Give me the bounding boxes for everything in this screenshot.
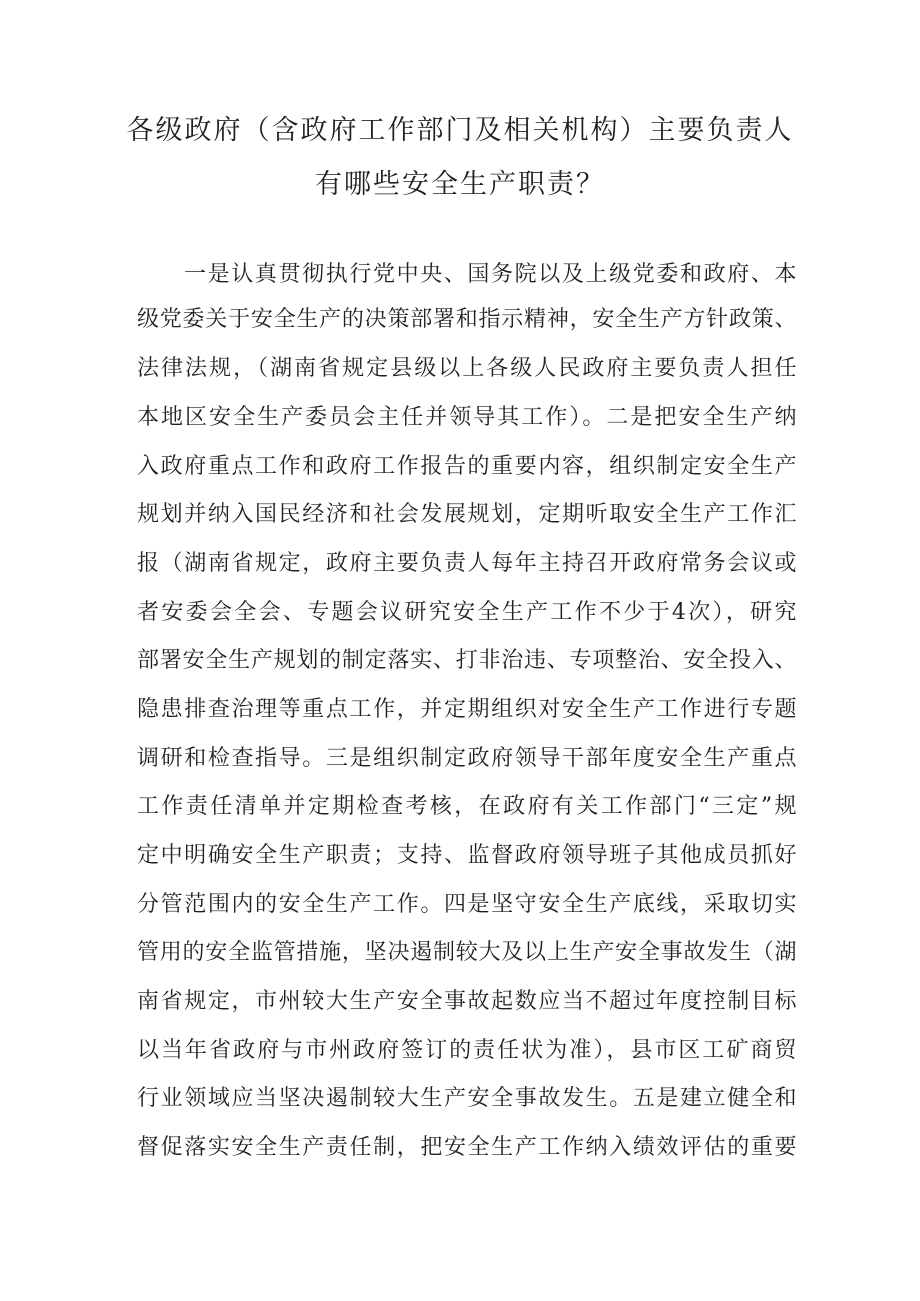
text-line: 部署安全生产规划的制定落实、打非治违、专项整治、安全投入、 — [137, 648, 797, 673]
text-line: 南省规定，市州较大生产安全事故起数应当不超过年度控制目标 — [137, 989, 797, 1014]
text-line: 报（湖南省规定，政府主要负责人每年主持召开政府常务会议或 — [137, 551, 797, 576]
text-line: 行业领域应当坚决遏制较大生产安全事故发生。五是建立健全和 — [137, 1086, 797, 1111]
text-line: 一是认真贯彻执行党中央、国务院以及上级党委和政府、本 — [184, 262, 797, 287]
text-line: 管用的安全监管措施，坚决遏制较大及以上生产安全事故发生（湖 — [137, 940, 797, 965]
title-line-1: 各级政府（含政府工作部门及相关机构）主要负责人 — [126, 115, 794, 146]
text-line: 规划并纳入国民经济和社会发展规划，定期听取安全生产工作汇 — [137, 502, 797, 527]
text-line: 定中明确安全生产职责；支持、监督政府领导班子其他成员抓好 — [137, 843, 797, 868]
text-line: 督促落实安全生产责任制，把安全生产工作纳入绩效评估的重要 — [137, 1135, 797, 1160]
title-line-2: 有哪些安全生产职责？ — [315, 169, 605, 200]
text-line: 者安委会全会、专题会议研究安全生产工作不少于4次），研究 — [137, 600, 797, 625]
text-line: 本地区安全生产委员会主任并领导其工作）。二是把安全生产纳 — [137, 405, 797, 430]
text-line: 以当年省政府与市州政府签订的责任状为准），县市区工矿商贸 — [137, 1038, 797, 1063]
text-line: 级党委关于安全生产的决策部署和指示精神，安全生产方针政策、 — [137, 307, 797, 332]
text-line: 入政府重点工作和政府工作报告的重要内容，组织制定安全生产 — [137, 454, 797, 479]
text-line: 调研和检查指导。三是组织制定政府领导干部年度安全生产重点 — [137, 746, 797, 771]
text-line: 法律法规，（湖南省规定县级以上各级人民政府主要负责人担任 — [137, 356, 797, 381]
text-line: 隐患排查治理等重点工作，并定期组织对安全生产工作进行专题 — [137, 697, 797, 722]
text-line: 工作责任清单并定期检查考核，在政府有关工作部门“三定”规 — [137, 794, 797, 819]
text-line: 分管范围内的安全生产工作。四是坚守安全生产底线，采取切实 — [137, 892, 797, 917]
